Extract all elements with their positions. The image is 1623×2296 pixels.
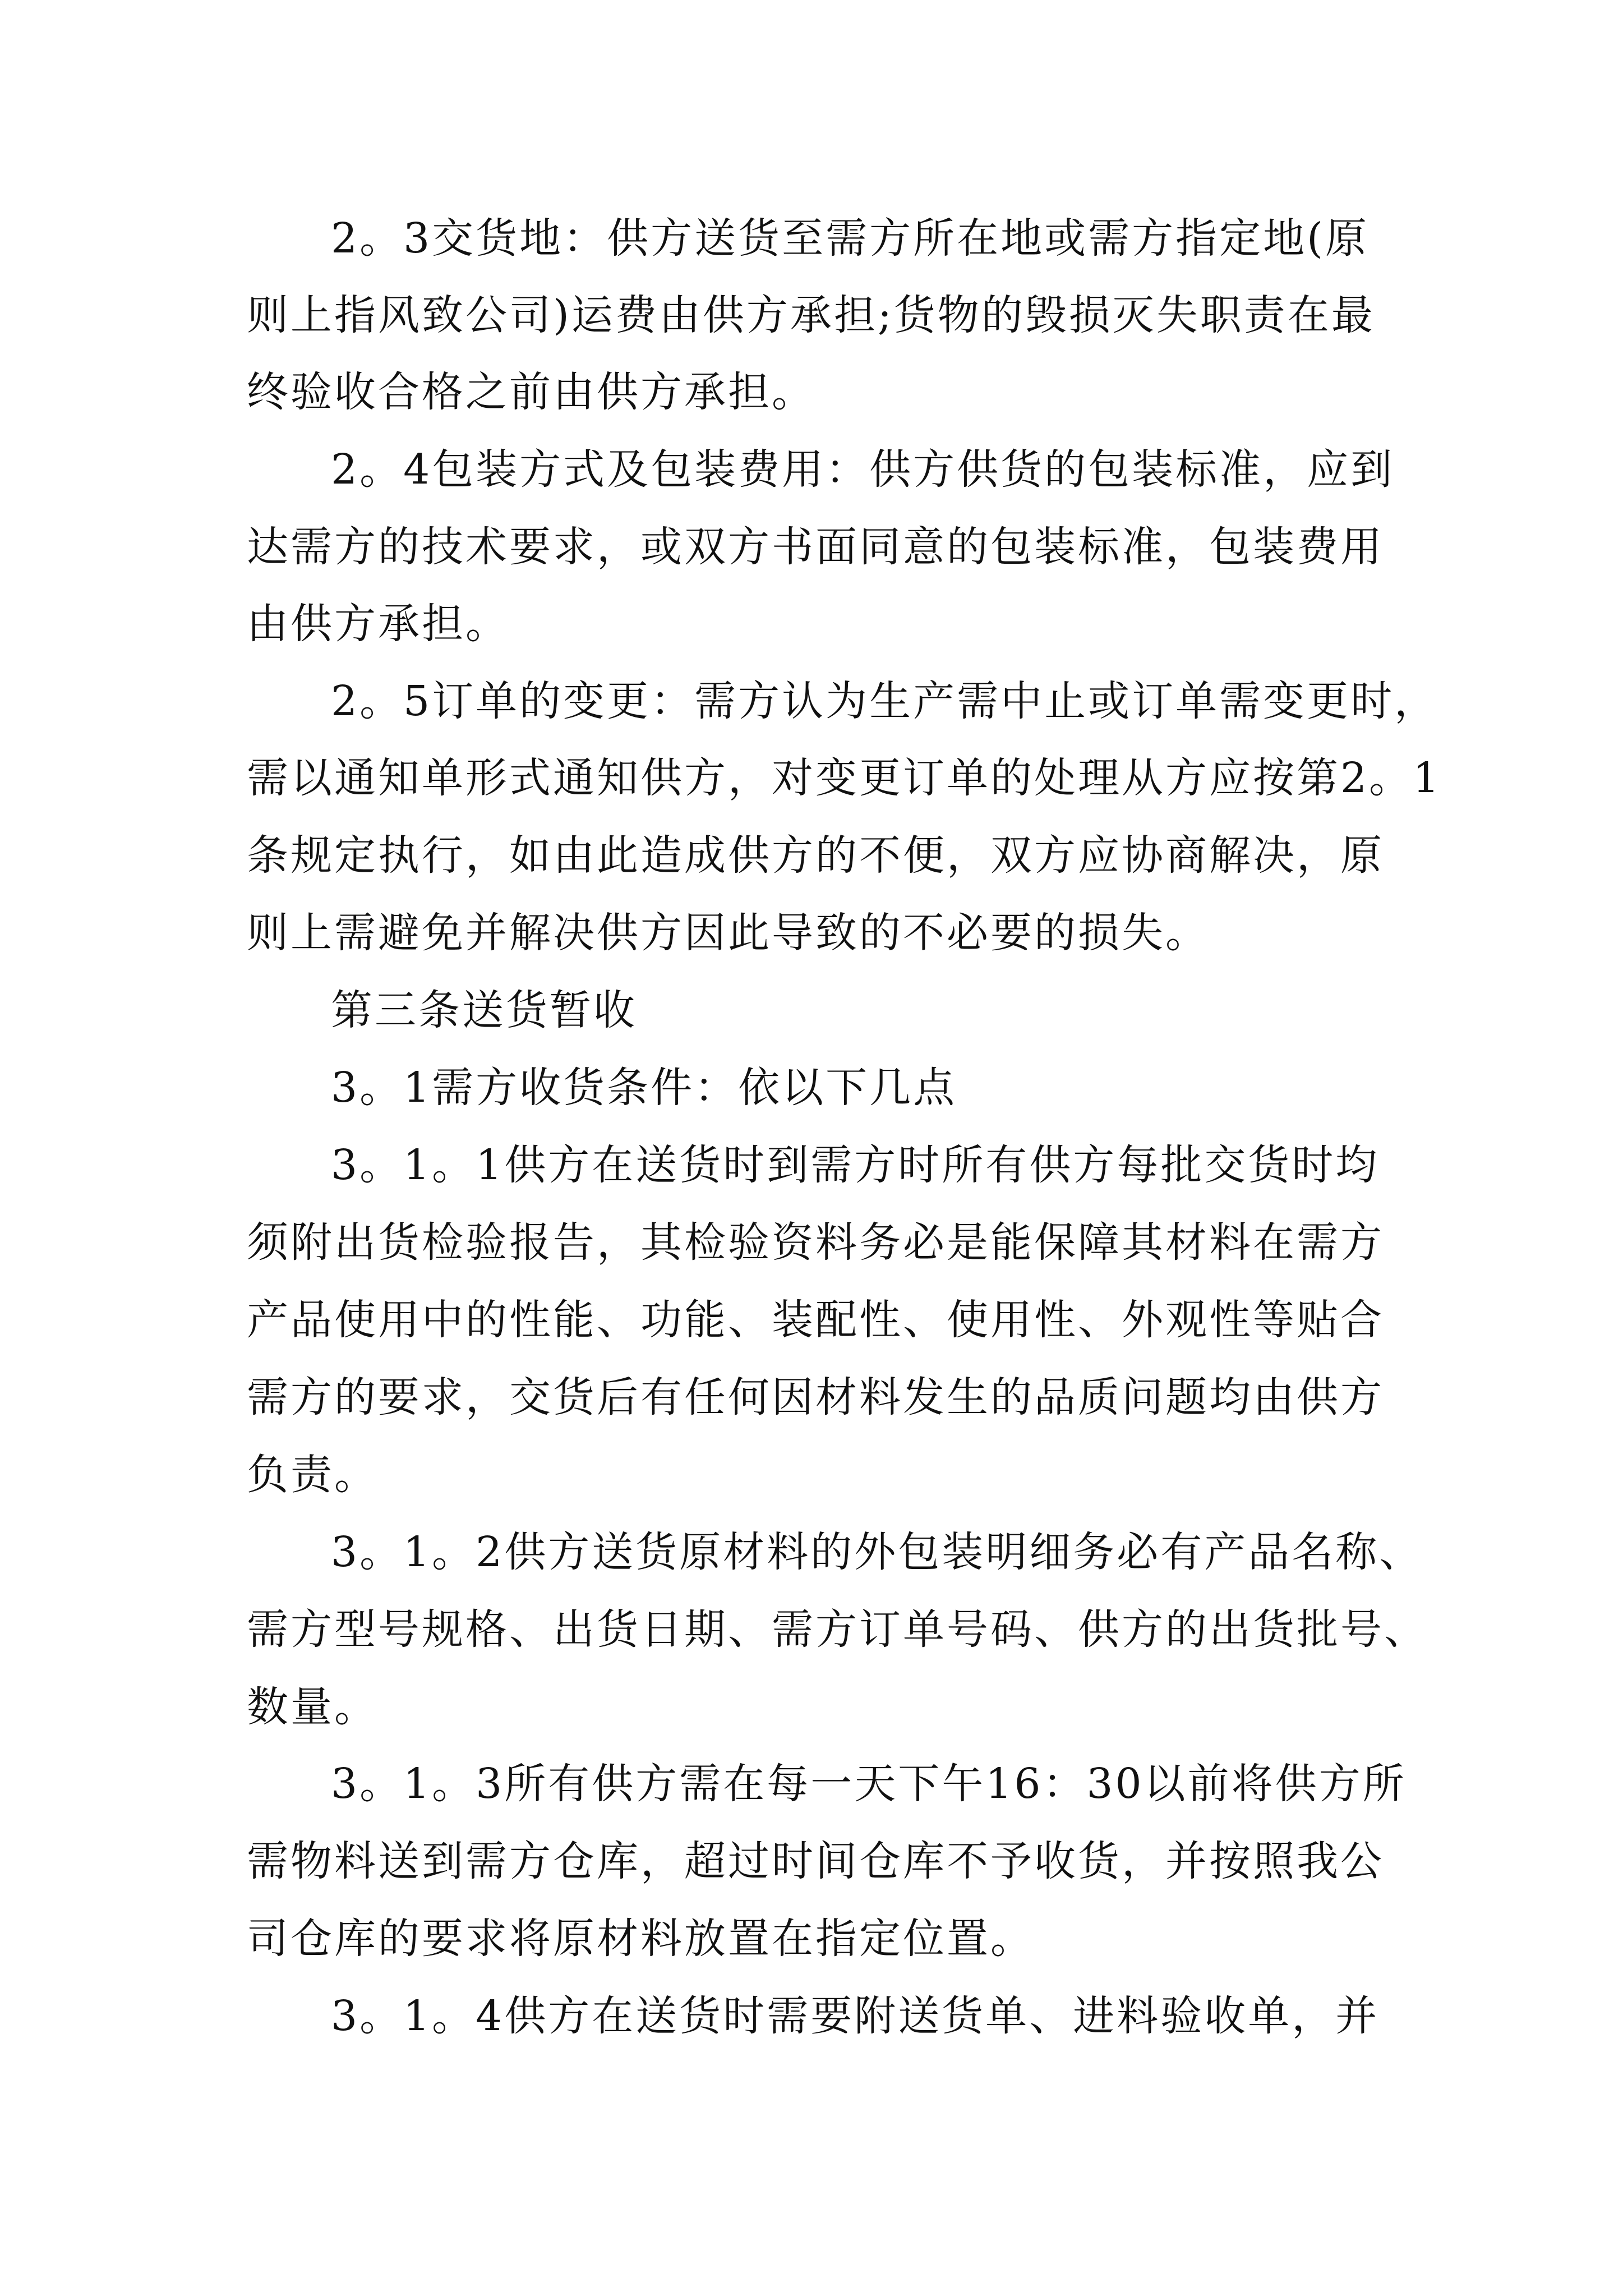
- paragraph-line: 达需方的技术要求，或双方书面同意的包装标准，包装费用: [247, 523, 1384, 571]
- paragraph-line: 3。1。2供方送货原材料的外包装明细务必有产品名称、: [331, 1528, 1423, 1576]
- paragraph-line: 产品使用中的性能、功能、装配性、使用性、外观性等贴合: [247, 1296, 1384, 1344]
- paragraph-line: 需以通知单形式通知供方，对变更订单的处理从方应按第2。1: [247, 754, 1442, 802]
- paragraph-line: 负责。: [247, 1451, 378, 1499]
- paragraph-line: 2。3交货地：供方送货至需方所在地或需方指定地(原: [331, 214, 1370, 263]
- paragraph-line: 需物料送到需方仓库，超过时间仓库不予收货，并按照我公: [247, 1837, 1384, 1885]
- paragraph-line: 终验收合格之前由供方承担。: [247, 368, 815, 416]
- section-heading: 第三条送货暂收: [331, 986, 637, 1034]
- paragraph-line: 须附出货检验报告，其检验资料务必是能保障其材料在需方: [247, 1218, 1384, 1267]
- paragraph-line: 需方型号规格、出货日期、需方订单号码、供方的出货批号、: [247, 1605, 1428, 1654]
- paragraph-line: 2。4包装方式及包装费用：供方供货的包装标准，应到: [331, 445, 1395, 494]
- paragraph-line: 司仓库的要求将原材料放置在指定位置。: [247, 1915, 1034, 1963]
- paragraph-line: 数量。: [247, 1683, 378, 1731]
- paragraph-line: 3。1。4供方在送货时需要附送货单、进料验收单，并: [331, 1992, 1380, 2040]
- paragraph-line: 则上指风致公司)运费由供方承担;货物的毁损灭失职责在最: [247, 291, 1375, 339]
- paragraph-line: 条规定执行，如由此造成供方的不便，双方应协商解决，原: [247, 831, 1384, 880]
- paragraph-line: 3。1。3所有供方需在每一天下午16：30以前将供方所: [331, 1760, 1407, 1808]
- paragraph-line: 3。1需方收货条件：依以下几点: [331, 1064, 957, 1112]
- paragraph-line: 则上需避免并解决供方因此导致的不必要的损失。: [247, 909, 1209, 957]
- paragraph-line: 2。5订单的变更：需方认为生产需中止或订单需变更时，: [331, 677, 1438, 725]
- paragraph-line: 3。1。1供方在送货时到需方时所有供方每批交货时均: [331, 1141, 1380, 1189]
- paragraph-line: 由供方承担。: [247, 600, 509, 648]
- paragraph-line: 需方的要求，交货后有任何因材料发生的品质问题均由供方: [247, 1373, 1384, 1421]
